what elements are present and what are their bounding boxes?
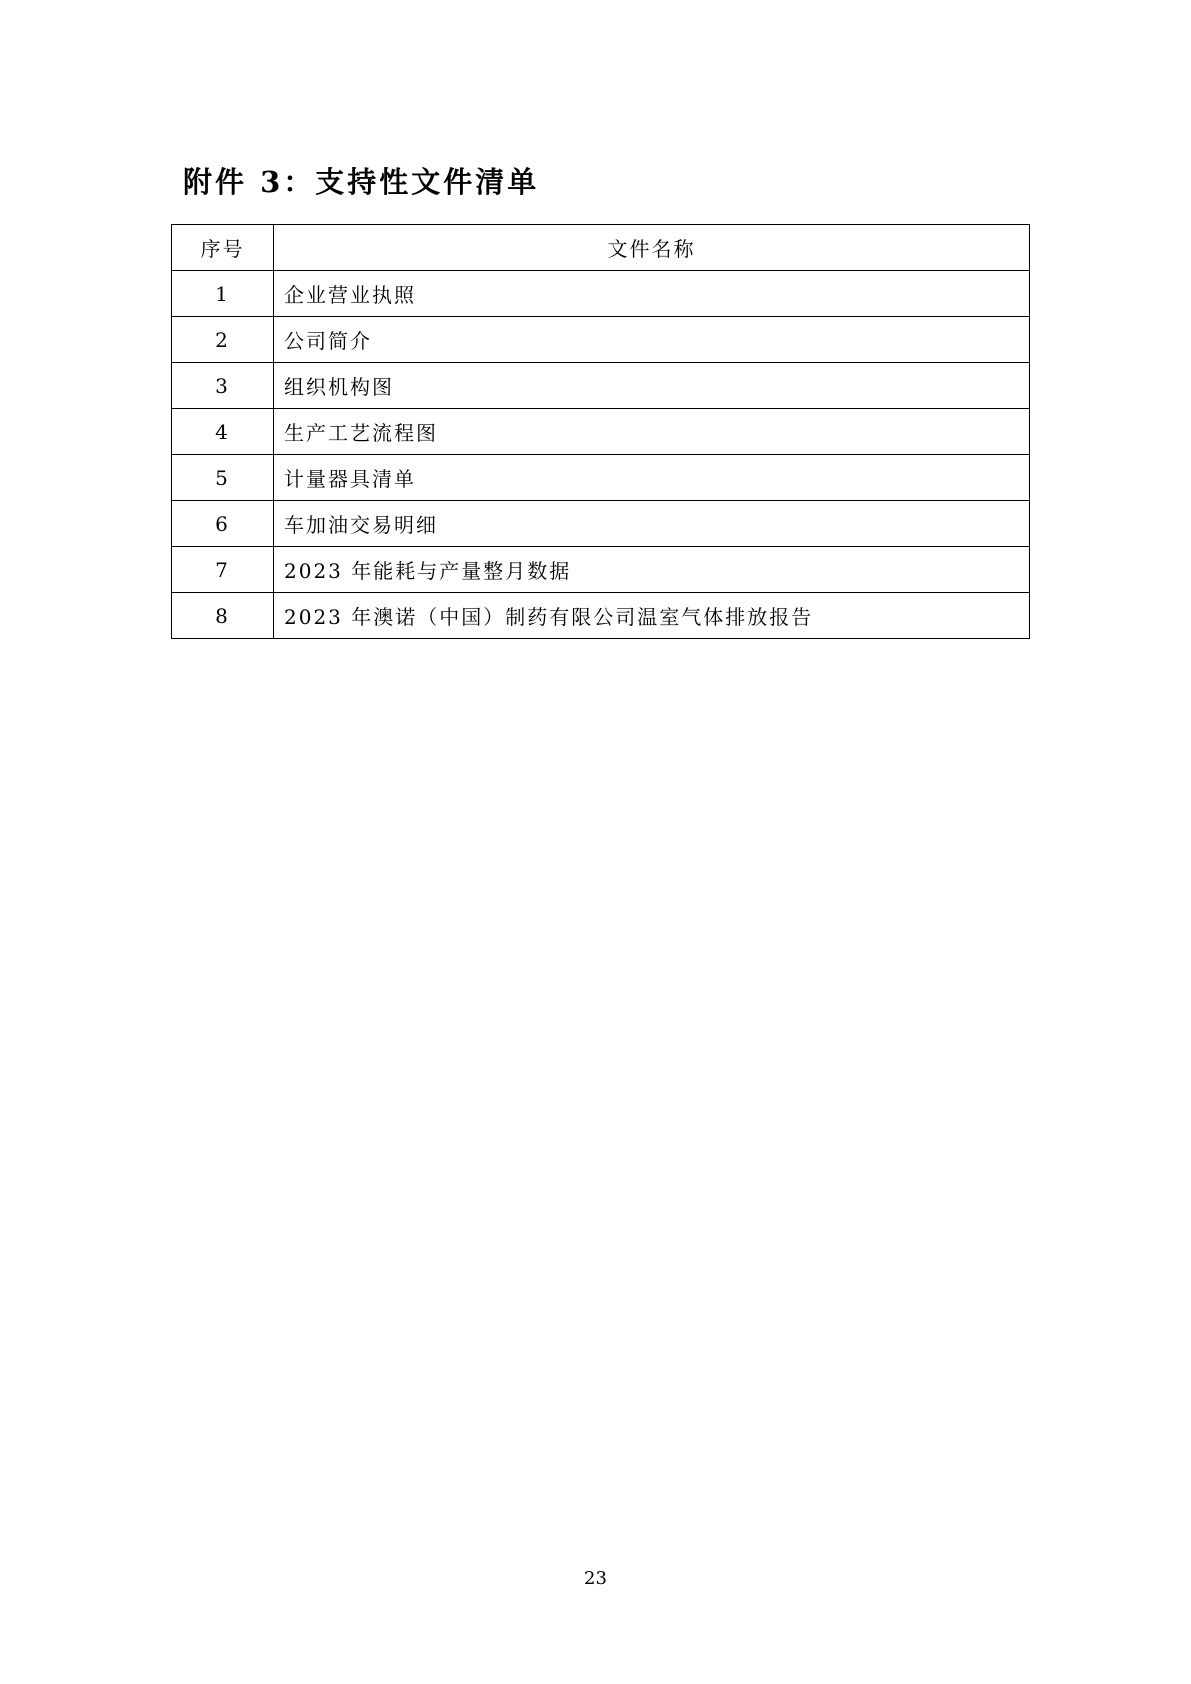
table-row [172,547,1030,593]
table-row [172,455,1030,501]
row-name: 2023 年澳诺（中国）制药有限公司温室气体排放报告 [274,593,1030,639]
row-name: 2023 年能耗与产量整月数据 [274,547,1030,593]
row-index: 1 [172,271,274,317]
table-row [172,501,1030,547]
table-row [172,409,1030,455]
page-number: 23 [584,1568,607,1589]
row-name: 计量器具清单 [274,455,1030,501]
row-index: 7 [172,547,274,593]
row-name: 公司简介 [274,317,1030,363]
row-index: 8 [172,593,274,639]
table-row [172,363,1030,409]
supporting-documents-table [171,224,1030,639]
row-index: 4 [172,409,274,455]
row-name: 组织机构图 [274,363,1030,409]
row-name: 车加油交易明细 [274,501,1030,547]
table-row [172,593,1030,639]
row-index: 5 [172,455,274,501]
row-index: 2 [172,317,274,363]
table-row [172,317,1030,363]
row-index: 3 [172,363,274,409]
row-name: 企业营业执照 [274,271,1030,317]
row-name: 生产工艺流程图 [274,409,1030,455]
row-index: 6 [172,501,274,547]
table-row [172,271,1030,317]
header-name: 文件名称 [274,225,1030,271]
page-title: 附件 3：支持性文件清单 [183,165,540,199]
header-index: 序号 [172,225,274,271]
table-header-row [172,225,1030,271]
